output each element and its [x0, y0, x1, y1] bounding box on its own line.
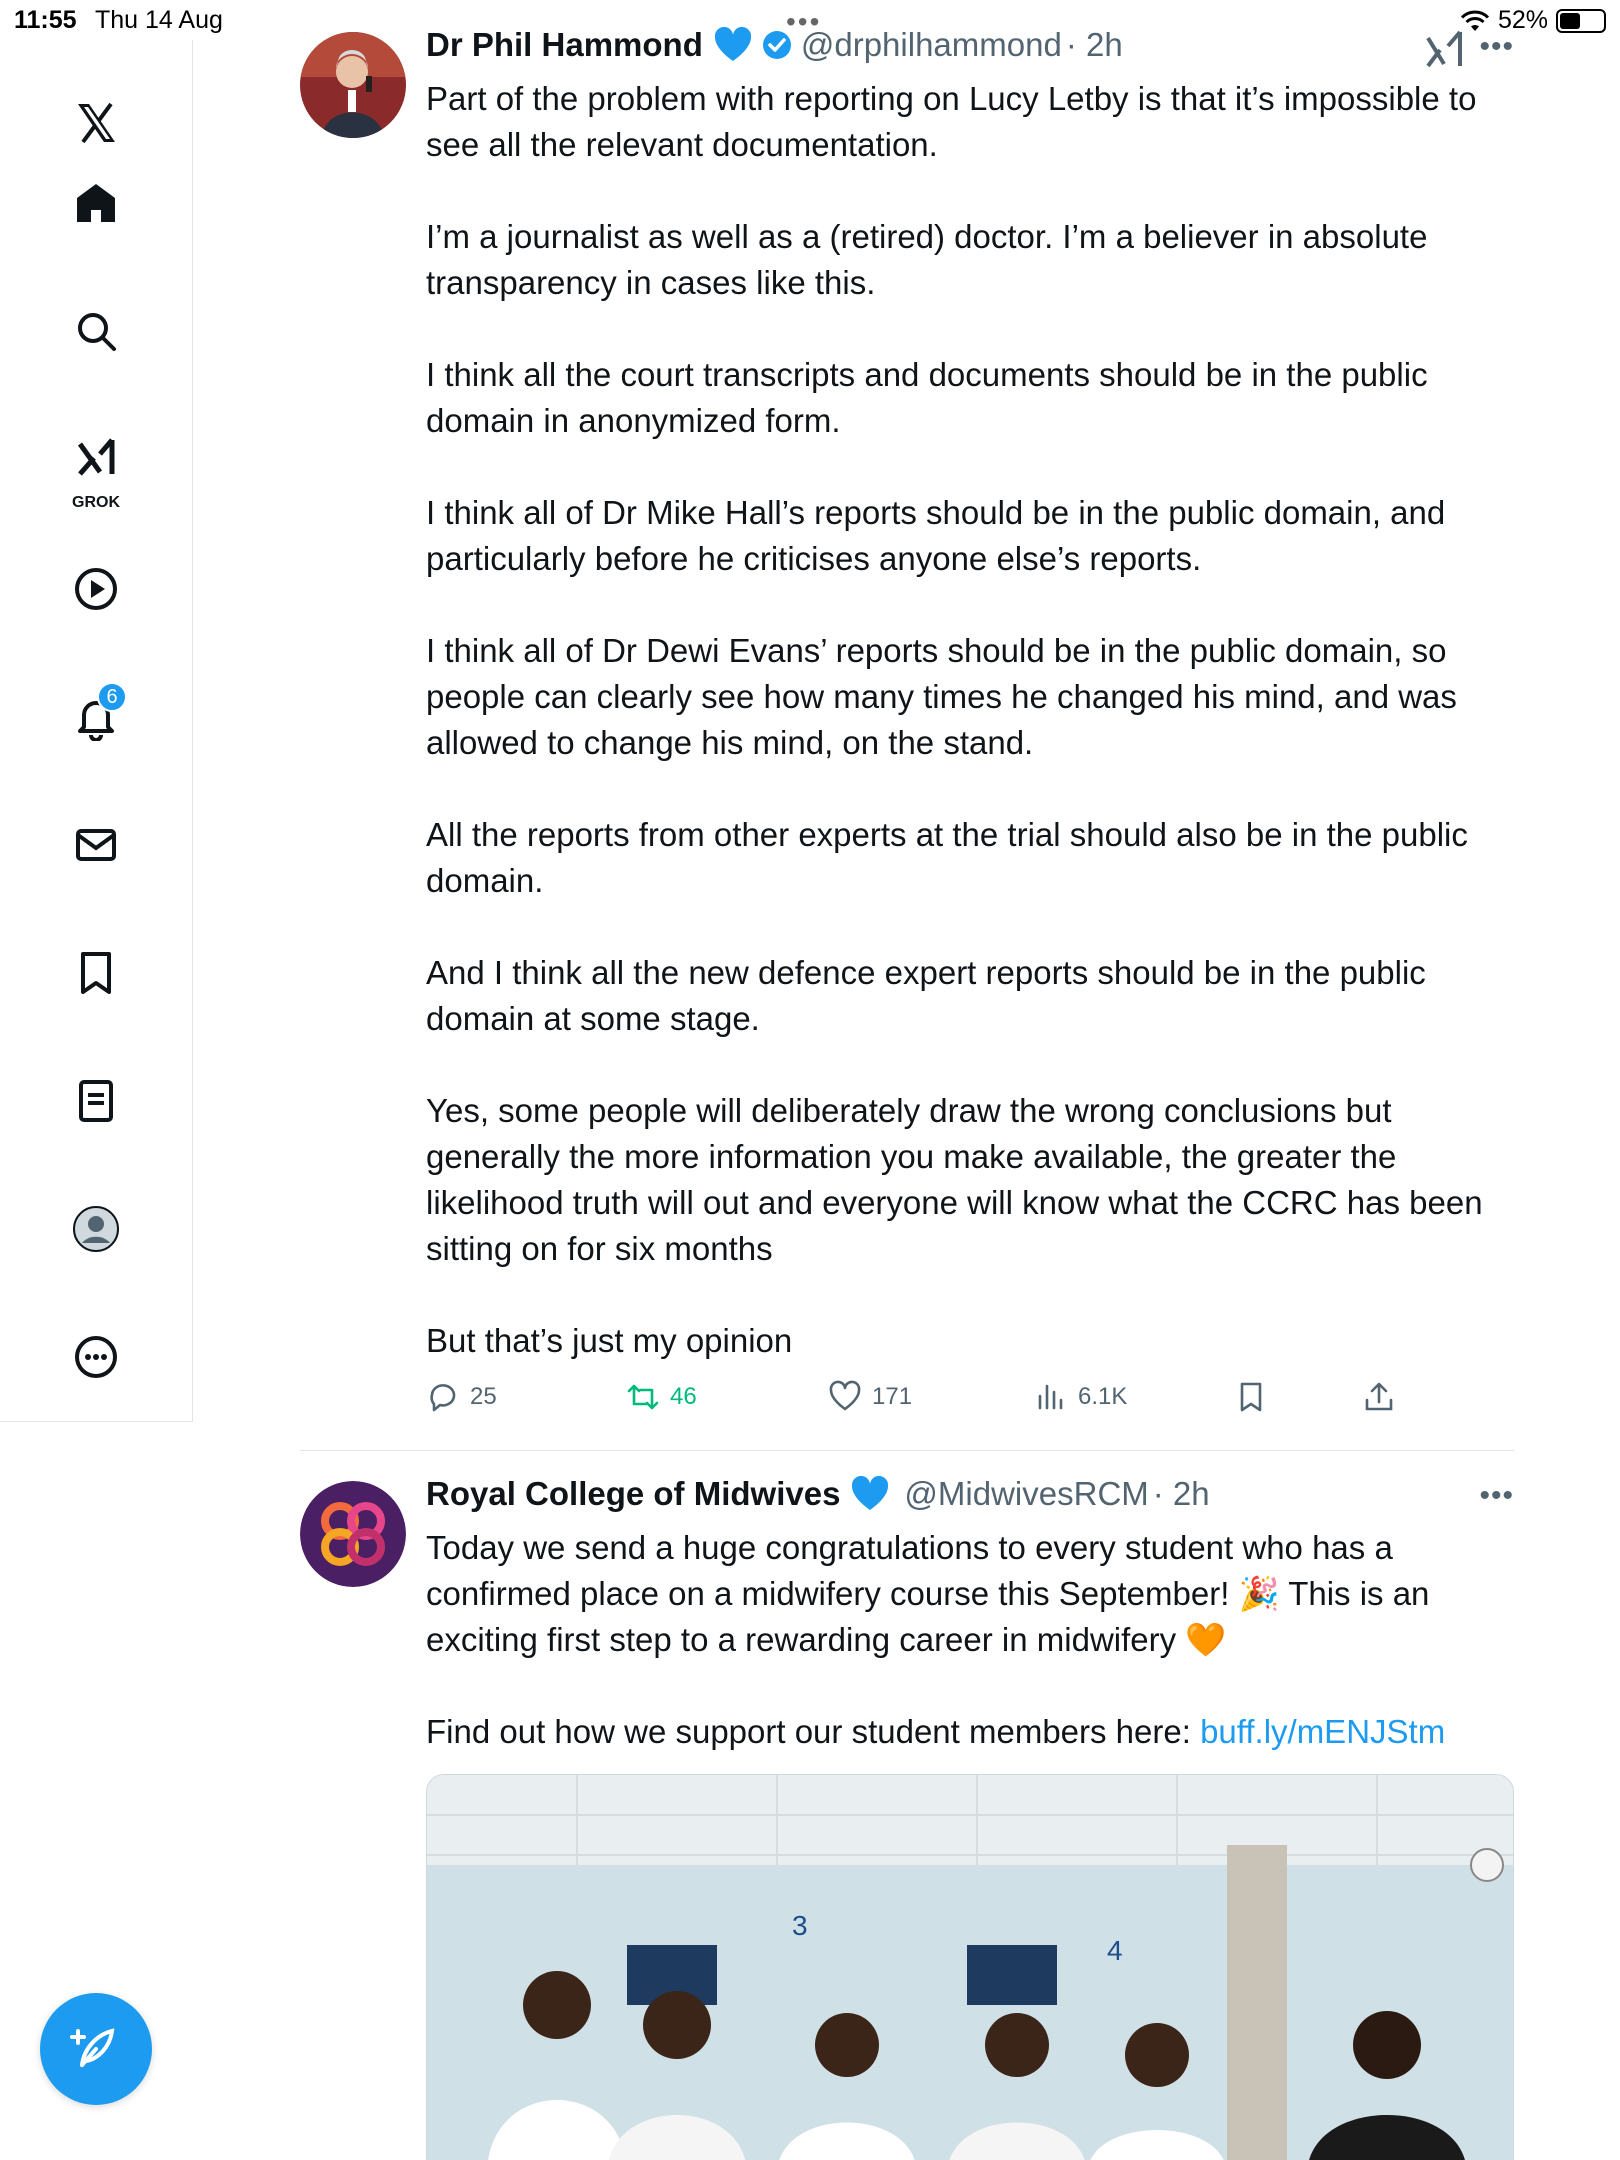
battery-icon: [1556, 9, 1606, 33]
verified-badge-icon: [761, 29, 793, 61]
reply-icon: [426, 1380, 460, 1414]
tweet-link[interactable]: buff.ly/mENJStm: [1200, 1713, 1446, 1750]
tweet-paragraph: I think all the court transcripts and documents should be in the public domain in anonymized form.: [426, 356, 1428, 439]
tweet-more-button[interactable]: •••: [1479, 30, 1514, 63]
tweet-paragraph: [426, 1709, 1516, 1755]
media-photo: [427, 1775, 1514, 2160]
tweet-text: [426, 76, 1526, 1364]
author-name[interactable]: Royal College of Midwives: [426, 1475, 841, 1512]
repost-button[interactable]: [626, 1380, 697, 1414]
tweet-paragraph: Today we send a huge congratulations to every student who has a confirmed place on a midwifery course this September! 🎉 This is an exciting first step to a rewarding career in midwifery 🧡: [426, 1529, 1430, 1658]
like-button[interactable]: [828, 1380, 912, 1414]
tweet-text-span: Find out how we support our student members here:: [426, 1713, 1201, 1750]
tweet-header: [426, 26, 1123, 64]
status-date: Thu 14 Aug: [95, 6, 223, 34]
tweet-paragraph: I’m a journalist as well as a (retired) doctor. I’m a believer in absolute transparency in cases like this.: [426, 218, 1428, 301]
views-icon: [1034, 1380, 1068, 1414]
bookmarks-icon[interactable]: [61, 938, 131, 1008]
tweet-paragraph: I think all of Dr Mike Hall’s reports should be in the public domain, and particularly before he criticises anyone else’s reports.: [426, 494, 1446, 577]
tweet-paragraph: Yes, some people will deliberately draw the wrong conclusions but generally the more information you make available, the greater the likelihood truth will out and everyone will know what the CCRC has been sitting on for six months: [426, 1092, 1483, 1267]
author-name[interactable]: Dr Phil Hammond: [426, 26, 703, 63]
compose-icon: [68, 2021, 124, 2077]
search-icon[interactable]: [61, 296, 131, 366]
bay-number: 3: [792, 1910, 808, 1941]
reply-button[interactable]: [426, 1380, 497, 1414]
tweet-paragraph: Part of the problem with reporting on Lucy Letby is that it’s impossible to see all the relevant documentation.: [426, 80, 1477, 163]
share-button[interactable]: [1362, 1380, 1396, 1414]
compose-button[interactable]: [40, 1993, 152, 2105]
author-handle[interactable]: @MidwivesRCM: [904, 1475, 1149, 1512]
profile-icon[interactable]: [61, 1194, 131, 1264]
bookmark-icon: [1234, 1380, 1268, 1414]
tweet-paragraph: All the reports from other experts at the trial should also be in the public domain.: [426, 816, 1468, 899]
tweet-time[interactable]: · 2h: [1152, 1475, 1210, 1512]
tweet-paragraph: But that’s just my opinion: [426, 1322, 793, 1359]
grok-label: GROK: [72, 494, 120, 511]
tweet-divider: [300, 1450, 1514, 1451]
blue-heart-icon: [713, 27, 753, 63]
sidebar: [0, 40, 193, 1422]
more-icon[interactable]: [61, 1322, 131, 1392]
messages-icon[interactable]: [61, 810, 131, 880]
author-handle[interactable]: @drphilhammond: [800, 26, 1062, 63]
battery-percent: 52%: [1497, 6, 1548, 34]
grok-icon[interactable]: [61, 420, 131, 510]
repost-count: 46: [670, 1383, 697, 1410]
share-icon: [1362, 1380, 1396, 1414]
reply-count: 25: [470, 1383, 497, 1410]
tweet-text: [426, 1525, 1516, 1755]
tweet-paragraph: I think all of Dr Dewi Evans’ reports should be in the public domain, so people can clearly see how many times he changed his mind, and was allowed to change his mind, on the stand.: [426, 632, 1457, 761]
avatar[interactable]: [300, 32, 406, 138]
bookmark-button[interactable]: [1234, 1380, 1268, 1414]
home-icon[interactable]: [61, 168, 131, 238]
repost-icon: [626, 1380, 660, 1414]
tweet-media-image[interactable]: [426, 1774, 1514, 2160]
bay-number: 4: [1107, 1935, 1123, 1966]
tweet-actions: [426, 1380, 1426, 1424]
video-icon[interactable]: [61, 554, 131, 624]
notifications-icon[interactable]: [61, 682, 131, 752]
like-count: 171: [872, 1383, 913, 1410]
tweet-time[interactable]: · 2h: [1065, 26, 1123, 63]
x-logo-icon[interactable]: [61, 88, 131, 158]
tweet-header: [426, 1475, 1210, 1513]
grok-explain-icon[interactable]: [1424, 28, 1470, 68]
blue-heart-icon: [850, 1476, 890, 1512]
like-icon: [828, 1380, 862, 1414]
lists-icon[interactable]: [61, 1066, 131, 1136]
avatar[interactable]: [300, 1481, 406, 1587]
views-count: 6.1K: [1078, 1383, 1128, 1410]
tweet-paragraph: And I think all the new defence expert reports should be in the public domain at some stage.: [426, 954, 1426, 1037]
tweet-more-button[interactable]: •••: [1479, 1479, 1514, 1512]
status-time: 11:55: [14, 6, 77, 34]
multitasking-dots[interactable]: •••: [786, 6, 822, 37]
views-button[interactable]: [1034, 1380, 1127, 1414]
notification-badge: 6: [97, 682, 127, 712]
